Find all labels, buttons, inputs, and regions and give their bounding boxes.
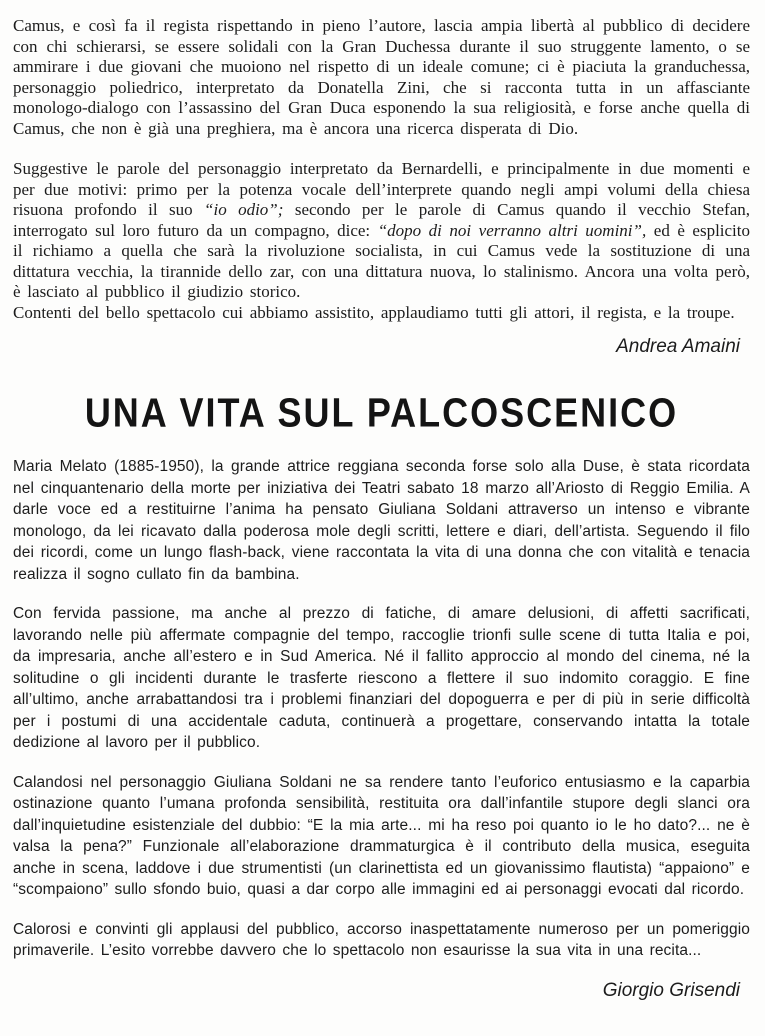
text-run: ed è esplicito il richiamo a quella che sarà la rivoluzione socialista, in cui Camus vede la sostituzione di una dittatura vecchia, la tirannide dello zar, con una dittatura nuova, lo stalinismo. Ancora una volta però, è lasciato al pubblico il giudizio storico. [13,220,751,301]
paragraph-melato-2: Con fervida passione, ma anche al prezzo di fatiche, di amare delusioni, di affetti sacrificati, lavorando nelle più affermate compagnie del tempo, raccoglie trionfi sulle scene di tutta Italia e poi, da impresaria, anche all’estero e in Sud America. Né il fallito approccio al mondo del cinema, né la solitudine o gli incidenti durante le trasferte riescono a flettere il suo indomito coraggio. E fine all’ultimo, anche arrabattandosi tra i problemi finanziari del dopoguerra e per di più in serie difficoltà per i postumi di una accidentale caduta, continuerà a progettare, conservando intatta la totale dedizione al lavoro per il pubblico. [13,605,750,751]
paragraph-camus-1: Camus, e così fa il regista rispettando in pieno l’autore, lascia ampia libertà al pubblico di decidere con chi schierarsi, se essere solidali con la Gran Duchessa durante il suo struggente lamento, o se ammirare i due giovani che muoiono nel rispetto di un ideale comune; ci è piaciuta la granduchessa, personaggio poliedrico, interpretato da Donatella Zini, che si racconta tutta in un affasciante monologo-dialogo con l’assassino del Gran Duca esponendo la sua religiosità, e forse anche quella di Camus, che non è già una preghiera, ma è ancora una ricerca disperata di Dio. [13,16,750,138]
signature-andrea-amaini: Andrea Amaini [616,336,740,357]
paragraph-melato-3: Calandosi nel personaggio Giuliana Soldani ne sa rendere tanto l’euforico entusiasmo e la caparbia ostinazione quanto l’umana profonda sensibilità, restituita ora dall’infantile stupore degli slanci ora dall’inquietudine esistenziale del dubbio: “E la mia arte... mi ha reso poi quanto io le ho dato?... ne è valsa la pena?” Funzionale all’elaborazione drammaturgica è il contributo della musica, eseguita anche in scena, laddove i due strumentisti (un clarinettista ed un giovanissimo flautista) “appaiono” e “scompaiono” sullo sfondo buio, quasi a dar corpo alle immagini ed ai personaggi evocati dal ricordo. [13,773,750,898]
italic-quote-io-odio: “io odio”; [204,200,284,219]
paragraph-camus-3: Contenti del bello spettacolo cui abbiamo assistito, applaudiamo tutti gli attori, il regista, e la troupe. [13,302,735,322]
italic-quote-dopo-di-noi: “dopo di noi verranno altri uomini”, [377,220,647,240]
article-title: UNA VITA SUL PALCOSCENICO [84,389,679,436]
text-run: secondo per le parole di Camus quando il vecchio Stefan, interrogato sul loro futuro da un compagno, dice: [13,200,750,240]
paragraph-camus-2 [13,159,750,303]
section-camus-review [13,16,750,358]
section-melato-article [13,456,750,1002]
paragraph-melato-1: Maria Melato (1885-1950), la grande attrice reggiana seconda forse solo alla Duse, è stata ricordata nel cinquantenario della morte per iniziativa dei Teatri sabato 18 marzo all’Ariosto di Reggio Emilia. A darle voce ed a restituirne l’anima ha pensato Giuliana Soldani attraverso un intenso e vibrante monologo, da lei ricavato dalla poderosa mole degli scritti, lettere e diari, dell’artista. Seguendo il filo dei ricordi, come un lungo flash-back, viene raccontata la vita di una donna che con vitalità e tenacia realizza il sogno cullato fin da bambina. [13,458,750,583]
signature-giorgio-grisendi: Giorgio Grisendi [602,979,740,1001]
paragraph-melato-4: Calorosi e convinti gli applausi del pubblico, accorso inaspettatamente numeroso per un pomeriggio primaverile. L’esito vorrebbe davvero che lo spettacolo non esaurisse la sua vita in una recita... [13,920,750,959]
text-run: Suggestive le parole del personaggio interpretato da Bernardelli, e principalmente in due momenti e per due motivi: primo per la potenza vocale dell’interprete quando negli ampi volumi della chiesa risuona profondo il suo [13,159,750,219]
